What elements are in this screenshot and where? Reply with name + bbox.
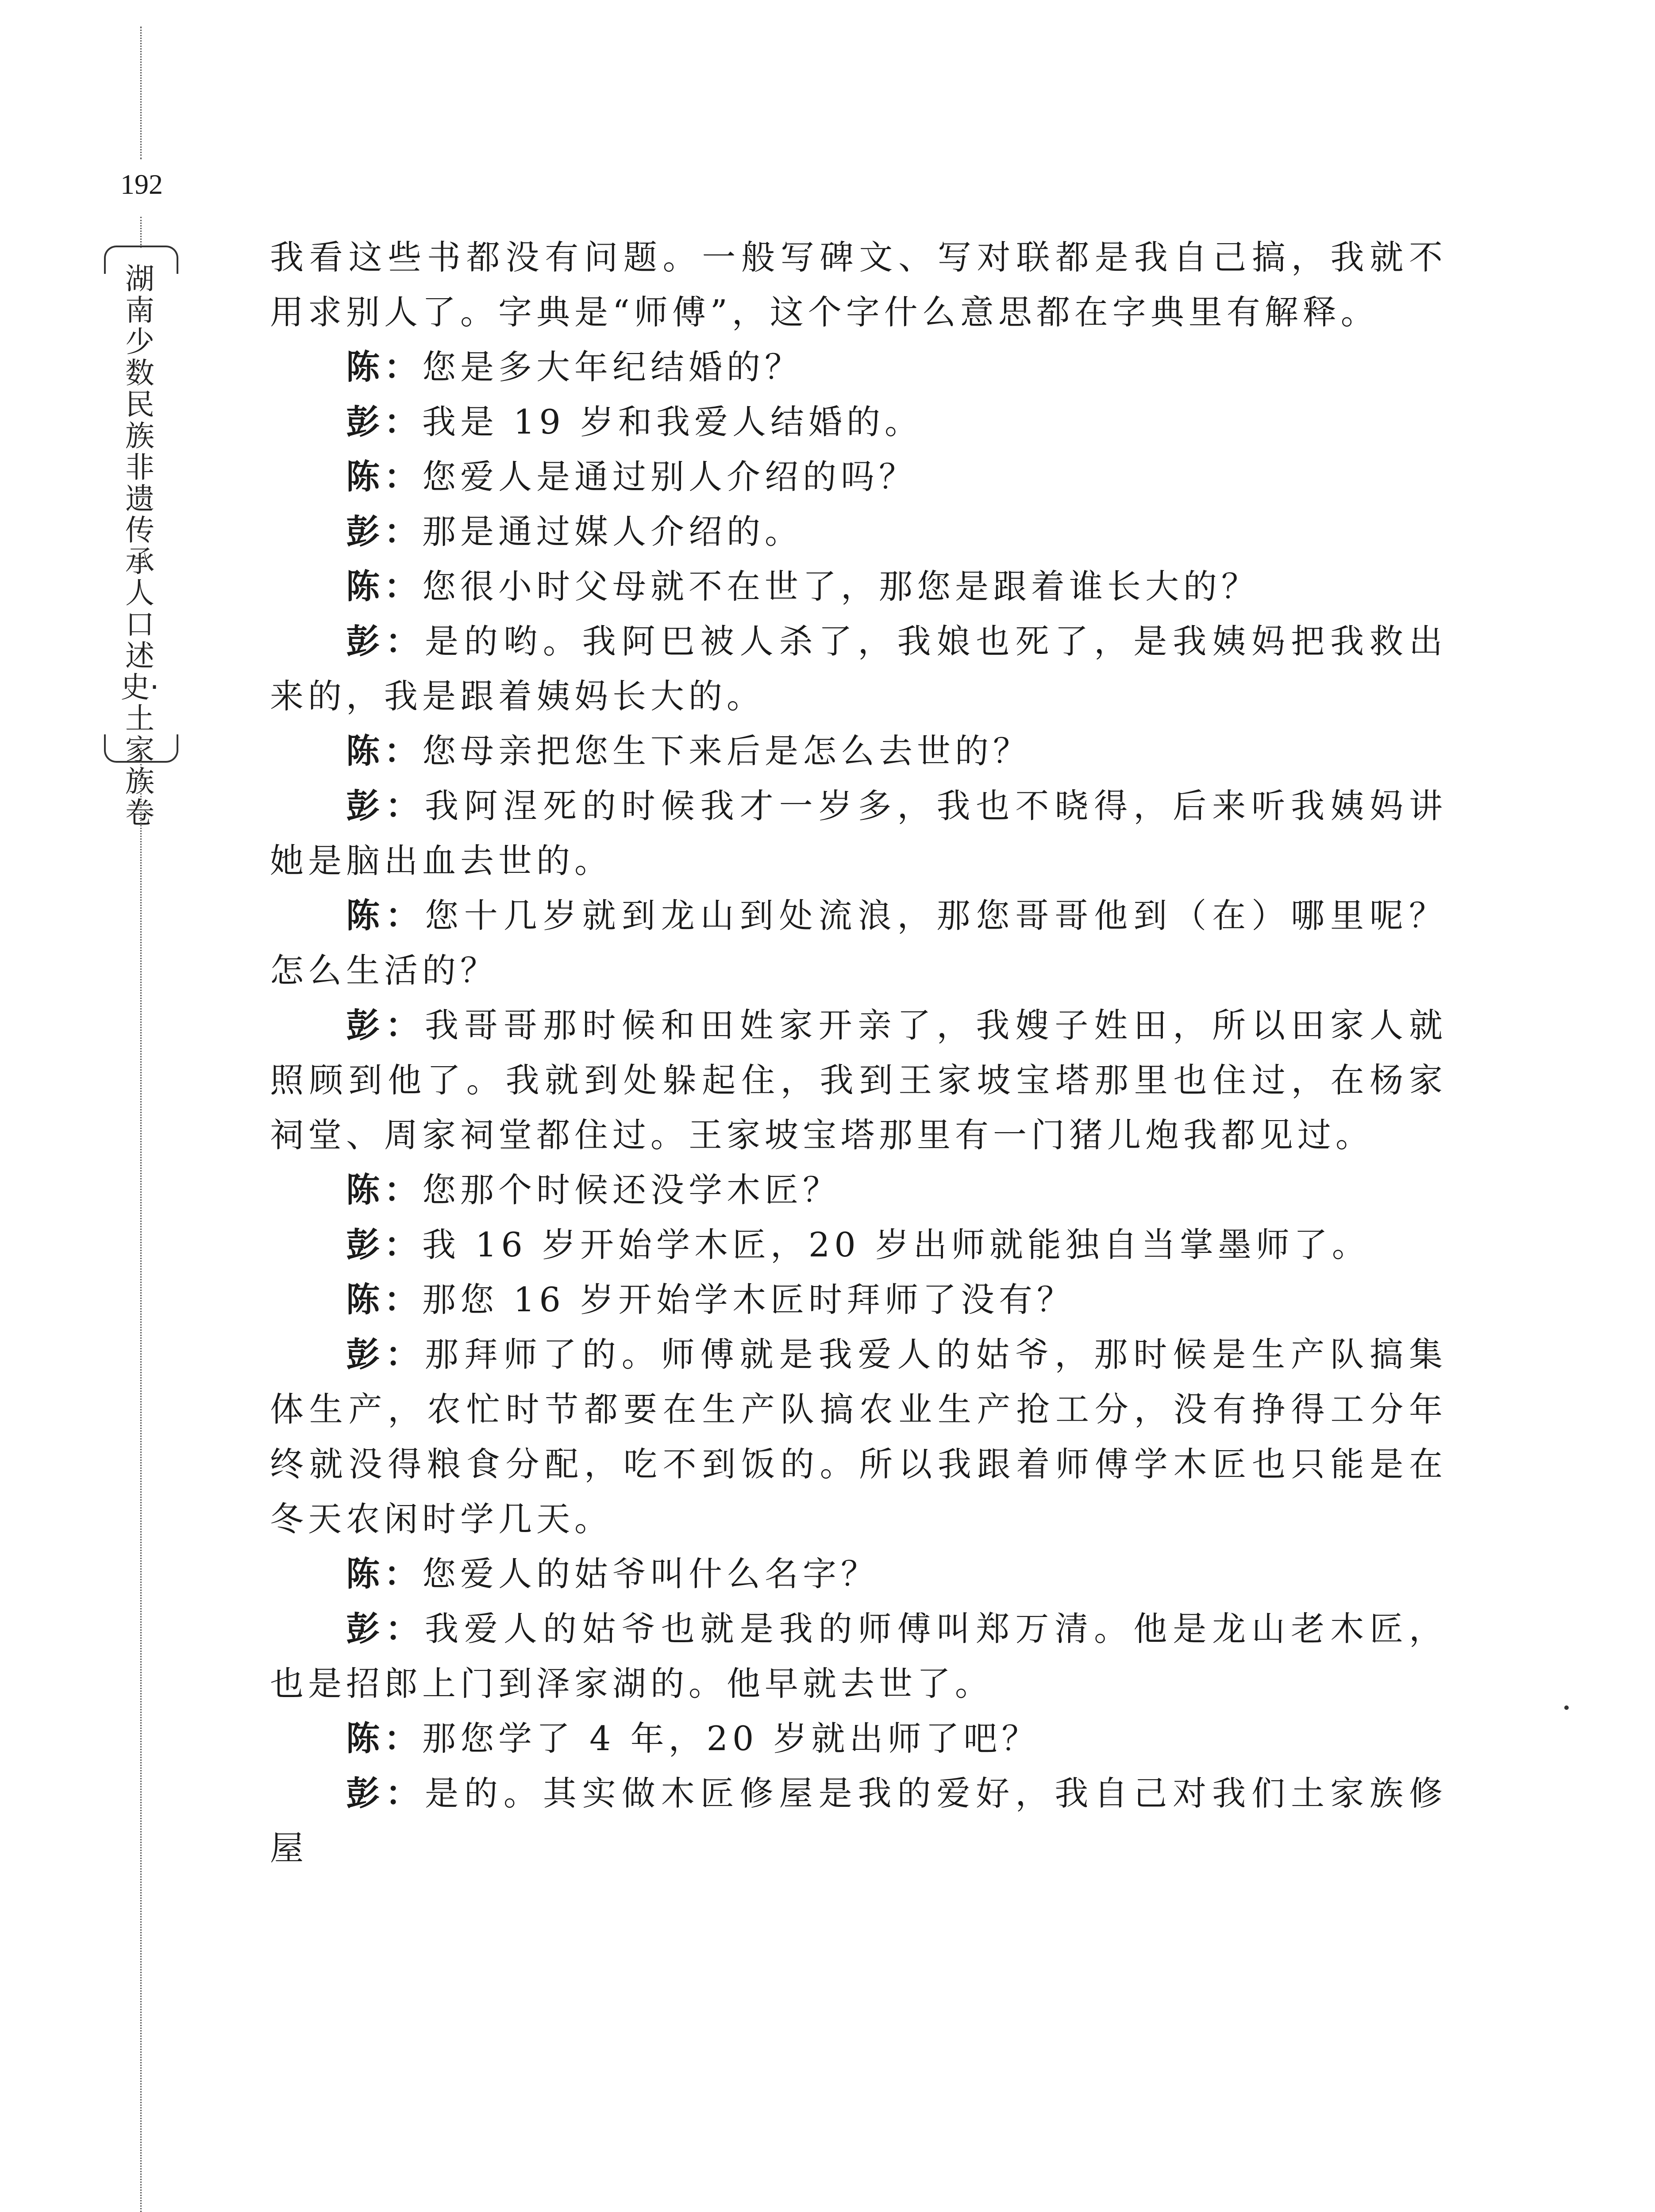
dialogue-line xyxy=(270,888,1447,998)
dialogue-line xyxy=(270,449,1447,504)
dialogue-line xyxy=(270,779,1447,888)
speaker-label: 彭： xyxy=(346,402,422,442)
dialogue-line xyxy=(270,1272,1447,1327)
dialogue-text: 您那个时候还没学木匠？ xyxy=(422,1170,841,1210)
dialogue-line xyxy=(270,614,1447,724)
speaker-label: 彭： xyxy=(346,1006,425,1045)
dialogue-line xyxy=(270,559,1447,614)
speaker-label: 彭： xyxy=(346,1225,422,1264)
print-speck xyxy=(1564,1705,1569,1710)
speaker-label: 陈： xyxy=(346,457,422,496)
dialogue-line xyxy=(270,395,1447,449)
dialogue-text: 我哥哥那时候和田姓家开亲了，我嫂子姓田，所以田家人就照顾到他了。我就到处躲起住，我到王家坡宝塔那里也住过，在杨家祠堂、周家祠堂都住过。王家坡宝塔那里有一门猪儿炮我都见过。 xyxy=(270,1006,1447,1155)
margin-rule-bottom xyxy=(140,748,142,2212)
dialogue-text: 我爱人的姑爷也就是我的师傅叫郑万清。他是龙山老木匠，也是招郎上门到泽家湖的。他早就去世了。 xyxy=(270,1609,1447,1703)
dialogue-text: 那拜师了的。师傅就是我爱人的姑爷，那时候是生产队搞集体生产，农忙时节都要在生产队搞农业生产抢工分，没有挣得工分年终就没得粮食分配，吃不到饭的。所以我跟着师傅学木匠也只能是在冬天农闲时学几天。 xyxy=(270,1335,1447,1539)
dialogue-text: 您很小时父母就不在世了，那您是跟着谁长大的？ xyxy=(422,567,1259,606)
dialogue-line xyxy=(270,1711,1447,1766)
speaker-label: 陈： xyxy=(346,1554,422,1594)
dialogue-line xyxy=(270,1217,1447,1272)
margin-rule-middle xyxy=(140,217,142,248)
margin-rule-top xyxy=(140,27,142,159)
dialogue-text: 您母亲把您生下来后是怎么去世的？ xyxy=(422,731,1031,771)
dialogue-line xyxy=(270,1327,1447,1547)
dialogue-text: 是的哟。我阿巴被人杀了，我娘也死了，是我姨妈把我救出来的，我是跟着姨妈长大的。 xyxy=(270,622,1447,716)
dialogue-text: 您是多大年纪结婚的？ xyxy=(422,347,803,387)
dialogue-line xyxy=(270,1601,1447,1711)
speaker-label: 陈： xyxy=(346,1170,422,1210)
dialogue-text: 那您 16 岁开始学木匠时拜师了没有？ xyxy=(422,1280,1075,1319)
dialogue-line xyxy=(270,724,1447,779)
speaker-label: 陈： xyxy=(346,731,422,771)
speaker-label: 陈： xyxy=(346,347,422,387)
speaker-label: 陈： xyxy=(346,1719,422,1758)
paragraph-continuation xyxy=(270,230,1447,340)
dialogue-text: 那是通过媒人介绍的。 xyxy=(422,512,803,551)
dialogue-text: 那您学了 4 年，20 岁就出师了吧？ xyxy=(422,1719,1040,1758)
speaker-label: 彭： xyxy=(346,1335,425,1374)
speaker-label: 彭： xyxy=(346,622,425,661)
speaker-label: 陈： xyxy=(346,1280,422,1319)
dialogue-line xyxy=(270,1547,1447,1601)
dialogue-line xyxy=(270,340,1447,395)
dialogue-text: 我 16 岁开始学木匠，20 岁出师就能独自当掌墨师了。 xyxy=(422,1225,1370,1264)
speaker-label: 彭： xyxy=(346,786,425,826)
dialogue-text: 您十几岁就到龙山到处流浪，那您哥哥他到（在）哪里呢？怎么生活的？ xyxy=(270,896,1447,990)
speaker-label: 陈： xyxy=(346,896,425,935)
page-number: 192 xyxy=(120,169,163,200)
speaker-label: 彭： xyxy=(346,1774,425,1813)
dialogue-text: 我是 19 岁和我爱人结婚的。 xyxy=(422,402,923,442)
series-title: 湖南少数民族非遗传承人口述史·土家族卷 xyxy=(120,262,159,830)
dialogue-line xyxy=(270,1163,1447,1217)
dialogue-text: 我阿涅死的时候我才一岁多，我也不晓得，后来听我姨妈讲她是脑出血去世的。 xyxy=(270,786,1447,880)
dialogue-line xyxy=(270,998,1447,1163)
speaker-label: 彭： xyxy=(346,1609,425,1648)
dialogue-text: 您爱人的姑爷叫什么名字？ xyxy=(422,1554,879,1594)
speaker-label: 陈： xyxy=(346,567,422,606)
speaker-label: 彭： xyxy=(346,512,422,551)
dialogue-text: 是的。其实做木匠修屋是我的爱好，我自己对我们土家族修屋 xyxy=(270,1774,1447,1868)
paragraph-text: 我看这些书都没有问题。一般写碑文、写对联都是我自己搞，我就不用求别人了。字典是“师傅”，这个字什么意思都在字典里有解释。 xyxy=(270,238,1447,332)
interview-body xyxy=(270,230,1447,1876)
dialogue-line xyxy=(270,1766,1447,1876)
dialogue-text: 您爱人是通过别人介绍的吗？ xyxy=(422,457,917,496)
dialogue-line xyxy=(270,504,1447,559)
